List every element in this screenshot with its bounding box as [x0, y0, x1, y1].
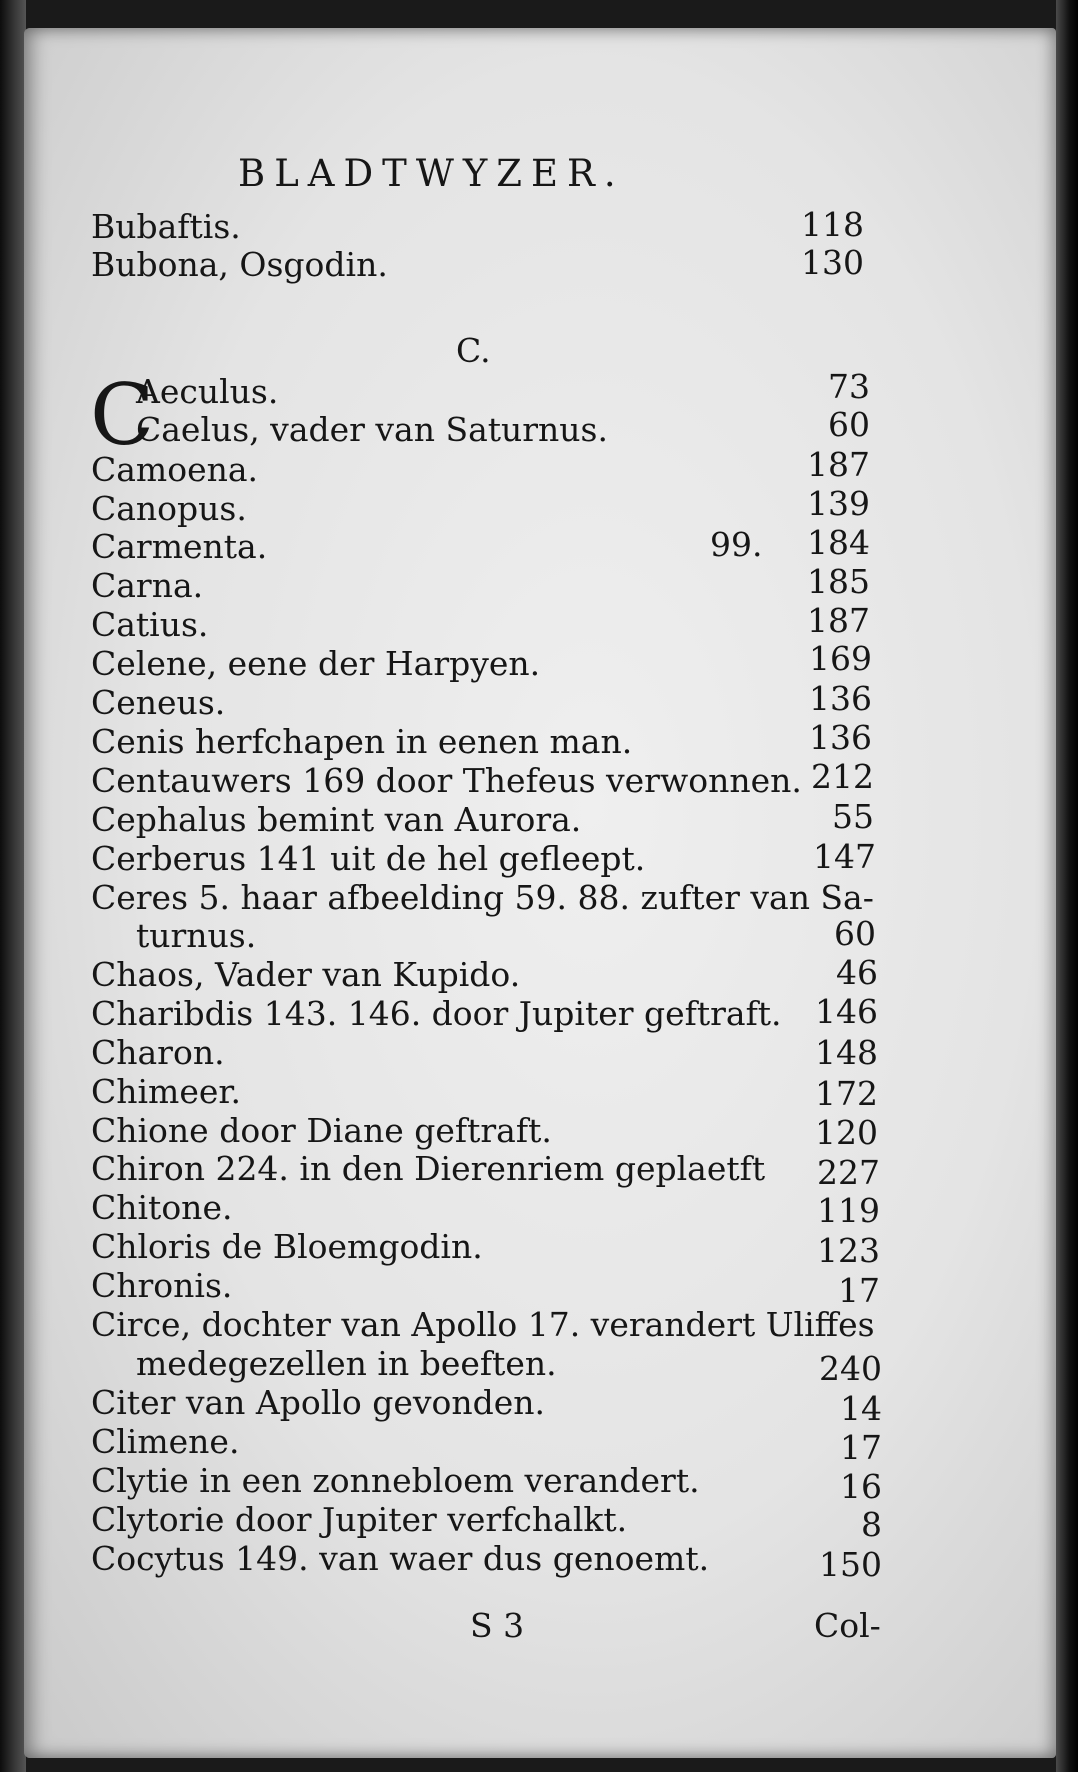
index-entry-text: Bubona, Osgodin.: [91, 245, 388, 284]
page-header: BLADTWYZER.: [238, 152, 625, 195]
index-entry-text: Clytorie door Jupiter verfchalkt.: [91, 1500, 628, 1539]
book-page: [24, 28, 1056, 1758]
scan-right-edge: [1056, 0, 1078, 1772]
index-entry-text: Chronis.: [91, 1266, 233, 1305]
index-entry-page: 130: [801, 243, 864, 282]
index-entry-page: 240: [819, 1349, 882, 1388]
index-entry-page: 17: [838, 1271, 880, 1310]
index-entry-page: 187: [807, 601, 870, 640]
index-entry-text: Centauwers 169 door Thefeus verwonnen.: [91, 761, 802, 800]
index-entry-page: 73: [828, 367, 870, 406]
index-entry-text: Camoena.: [91, 450, 259, 489]
index-entry-page: 136: [809, 718, 872, 757]
index-entry-text: Chaos, Vader van Kupido.: [91, 955, 521, 994]
index-entry-page: 227: [817, 1153, 880, 1192]
index-entry-text: Bubaftis.: [91, 207, 241, 246]
index-entry-text: Aeculus.: [136, 372, 279, 411]
index-entry-text: Carmenta.: [91, 527, 268, 566]
index-entry-page: 60: [828, 405, 870, 444]
index-entry-text: Carna.: [91, 566, 204, 605]
index-entry-text: medegezellen in beeften.: [136, 1344, 557, 1383]
index-entry-text: turnus.: [136, 916, 257, 955]
index-entry-text: Circe, dochter van Apollo 17. verandert Uliffes: [91, 1305, 875, 1344]
scan-left-edge: [0, 0, 26, 1772]
section-heading: C.: [456, 331, 491, 370]
index-entry-page: 8: [861, 1505, 882, 1544]
index-entry-text: Charon.: [91, 1033, 225, 1072]
index-entry-text: Cerberus 141 uit de hel gefleept.: [91, 839, 646, 878]
index-entry-page: 184: [807, 523, 870, 562]
index-entry-page: 118: [801, 205, 864, 244]
index-entry-ref: 99.: [710, 525, 763, 564]
index-entry-page: 185: [807, 562, 870, 601]
index-entry-text: Clytie in een zonnebloem verandert.: [91, 1461, 700, 1500]
index-entry-text: Canopus.: [91, 489, 247, 528]
index-entry-page: 212: [811, 757, 874, 796]
index-entry-page: 14: [840, 1389, 882, 1428]
index-entry-page: 147: [813, 837, 876, 876]
index-entry-text: Chitone.: [91, 1188, 233, 1227]
index-entry-page: 146: [815, 992, 878, 1031]
index-entry-page: 46: [836, 953, 878, 992]
drop-cap: C: [90, 366, 155, 464]
index-entry-text: Ceneus.: [91, 683, 226, 722]
index-entry-text: Celene, eene der Harpyen.: [91, 644, 541, 683]
index-entry-text: Cenis herfchapen in eenen man.: [91, 722, 633, 761]
index-entry-text: Caelus, vader van Saturnus.: [136, 410, 608, 449]
index-entry-text: Cocytus 149. van waer dus genoemt.: [91, 1539, 710, 1578]
index-entry-text: Chloris de Bloemgodin.: [91, 1227, 483, 1266]
index-entry-page: 16: [840, 1467, 882, 1506]
index-entry-page: 55: [832, 797, 874, 836]
index-entry-text: Chione door Diane geftraft.: [91, 1111, 552, 1150]
index-entry-page: 60: [834, 914, 876, 953]
index-entry-text: Charibdis 143. 146. door Jupiter geftraft.: [91, 994, 782, 1033]
index-entry-page: 187: [807, 445, 870, 484]
index-entry-text: Citer van Apollo gevonden.: [91, 1383, 546, 1422]
index-entry-page: 120: [815, 1113, 878, 1152]
signature-mark: S 3: [470, 1606, 525, 1645]
index-entry-text: Catius.: [91, 605, 209, 644]
index-entry-page: 136: [809, 679, 872, 718]
index-entry-page: 150: [819, 1545, 882, 1584]
index-entry-page: 17: [840, 1428, 882, 1467]
index-entry-text: Cephalus bemint van Aurora.: [91, 800, 582, 839]
index-entry-text: Chimeer.: [91, 1072, 242, 1111]
index-entry-text: Ceres 5. haar afbeelding 59. 88. zufter van Sa-: [91, 878, 874, 917]
index-entry-page: 139: [807, 484, 870, 523]
index-entry-page: 148: [815, 1033, 878, 1072]
index-entry-text: Climene.: [91, 1422, 240, 1461]
index-entry-text: Chiron 224. in den Dierenriem geplaetft: [91, 1149, 766, 1188]
index-entry-page: 172: [815, 1074, 878, 1113]
index-entry-page: 119: [817, 1191, 880, 1230]
index-entry-page: 123: [817, 1231, 880, 1270]
index-entry-page: 169: [809, 639, 872, 678]
catchword: Col-: [814, 1606, 881, 1645]
